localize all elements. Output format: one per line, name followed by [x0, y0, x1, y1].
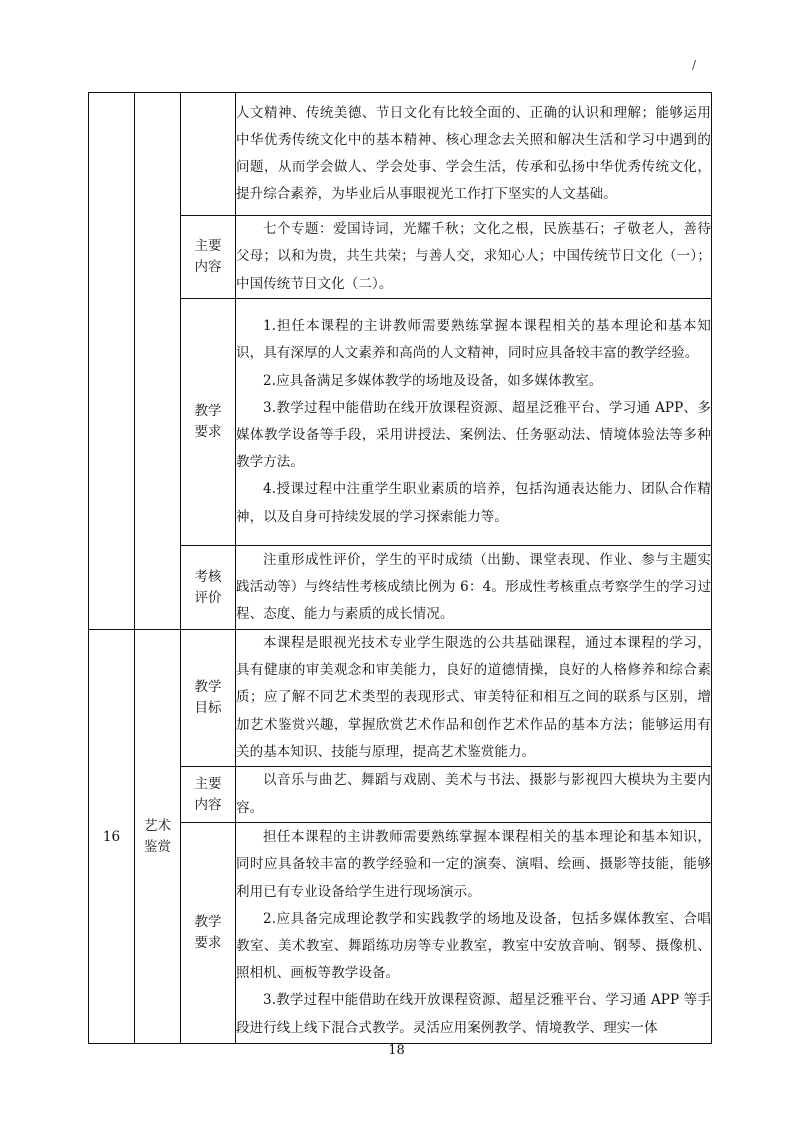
course-name: 艺术: [144, 817, 171, 834]
requirements-text-cell: [236, 299, 712, 546]
assessment-text: 注重形成性评价，学生的平时成绩（出勤、课堂表现、作业、参与主题实践活动等）与终结性考核成绩比例为 6：4。形成性考核重点考察学生的学习过程、态度、能力与素质的成长情况。: [236, 551, 711, 623]
section-label: 考核: [194, 568, 222, 585]
curriculum-table: [88, 92, 712, 1044]
section-label-cell: [181, 546, 236, 630]
table-row: [89, 767, 712, 823]
requirement-item: 3.教学过程中能借助在线开放课程资源、超星泛雅平台、学习通 APP 等手段进行线上线下混合式教学。灵活应用案例教学、情境教学、理实一体: [236, 992, 711, 1036]
course-number-cell: [89, 630, 135, 1044]
assessment-text-cell: [236, 546, 712, 630]
course-name-cell: [135, 630, 181, 1044]
section-label-cell: [181, 299, 236, 546]
table-row: [89, 546, 712, 630]
section-label-cell: [181, 630, 236, 767]
requirement-item: 4.授课过程中注重学生职业素质的培养，包括沟通表达能力、团队合作精神，以及自身可持续发展的学习探索能力等。: [236, 481, 711, 525]
requirements-text-cell: [236, 823, 712, 1044]
requirement-item: 3.教学过程中能借助在线开放课程资源、超星泛雅平台、学习通 APP、多媒体教学设备等手段，采用讲授法、案例法、任务驱动法、情境体验法等多种教学方法。: [236, 399, 711, 471]
course-name: 鉴赏: [144, 838, 171, 855]
section-label: 内容: [194, 259, 222, 275]
requirement-item: 2.应具备完成理论教学和实践教学的场地及设备，包括多媒体教室、合唱教室、美术教室、舞蹈练功房等专业教室，教室中安放音响、钢琴、摄像机、照相机、画板等教学设备。: [236, 910, 711, 982]
section-label: 评价: [194, 589, 222, 606]
table-row: [89, 299, 712, 546]
section-label: 内容: [194, 796, 222, 813]
requirement-item: 担任本课程的主讲教师需要熟练掌握本课程相关的基本理论和基本知识，同时应具备较丰富的教学经验和一定的演奏、演唱、绘画、摄影等技能，能够利用已有专业设备给学生进行现场演示。: [236, 829, 711, 900]
section-label: 要求: [194, 424, 222, 440]
section-label: 目标: [194, 700, 222, 716]
course-number: 16: [102, 828, 121, 845]
section-label: 教学: [194, 403, 222, 419]
objective-text-cell: [236, 93, 712, 216]
section-label-cell: [181, 93, 236, 216]
objective-text: 人文精神、传统美德、节日文化有比较全面的、正确的认识和理解；能够运用中华优秀传统文化中的基本精神、核心理念去关照和解决生活和学习中遇到的问题，从而学会做人、学会处事、学会生活，传承和弘扬中华优秀传统文化，提升综合素养，为毕业后从事眼视光工作打下坚实的人文基础。: [236, 104, 711, 203]
content-text: 以音乐与曲艺、舞蹈与戏剧、美术与书法、摄影与影视四大模块为主要内容。: [236, 772, 711, 816]
table-row: [89, 823, 712, 1044]
section-label: 教学: [194, 679, 222, 695]
course-number-cell: [89, 93, 135, 630]
table-row: [89, 93, 712, 216]
content-text-cell: [236, 767, 712, 823]
section-label: 主要: [194, 775, 222, 792]
requirement-item: 1.担任本课程的主讲教师需要熟练掌握本课程相关的基本理论和基本知识，具有深厚的人文素养和高尚的人文精神，同时应具备较丰富的教学经验。: [236, 318, 711, 362]
section-label: 要求: [194, 935, 222, 952]
section-label-cell: [181, 216, 236, 299]
objective-text: 本课程是眼视光技术专业学生限选的公共基础课程，通过本课程的学习，具有健康的审美观念和审美能力，良好的道德情操，良好的人格修养和综合素质；应了解不同艺术类型的表现形式、审美特征和相互之间的联系与区别，增加艺术鉴赏兴趣，掌握欣赏艺术作品和创作艺术作品的基本方法；能够运用有关的基本知识、技能与原理，提高艺术鉴赏能力。: [236, 635, 711, 760]
requirement-item: 2.应具备满足多媒体教学的场地及设备，如多媒体教室。: [263, 372, 603, 389]
section-label: 主要: [194, 238, 222, 254]
section-label: 教学: [194, 914, 222, 931]
section-label-cell: [181, 823, 236, 1044]
course-name-cell: [135, 93, 181, 630]
page-number: 18: [388, 1043, 405, 1058]
table-row: [89, 216, 712, 299]
section-label-cell: [181, 767, 236, 823]
content-text-cell: [236, 216, 712, 299]
objective-text-cell: [236, 630, 712, 767]
corner-mark: /: [692, 58, 697, 72]
content-text: 七个专题：爱国诗词，光耀千秋；文化之根，民族基石；孑敬老人，善待父母；以和为贵，共生共荣；与善人交，求知心人；中国传统节日文化（一）；中国传统节日文化（二）。: [236, 221, 711, 292]
table-row: [89, 630, 712, 767]
